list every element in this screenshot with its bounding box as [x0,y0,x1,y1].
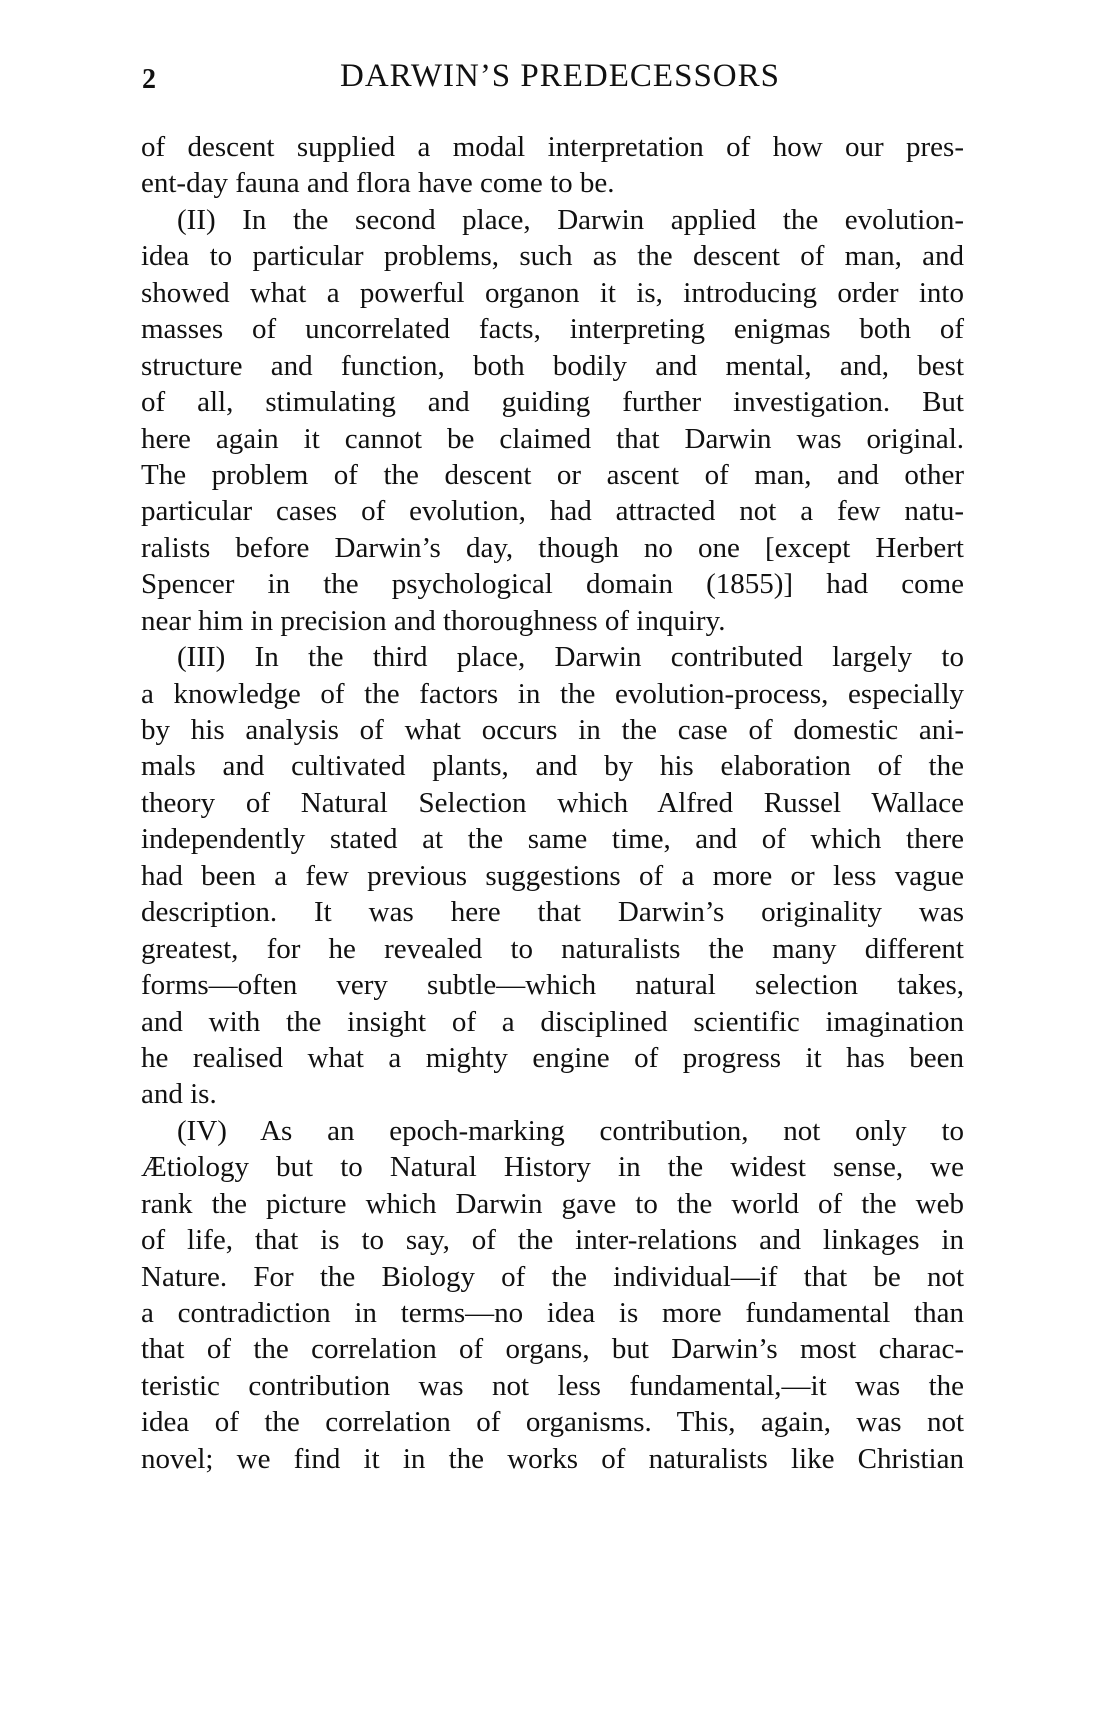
text-line: by his analysis of what occurs in the case of domestic ani- [141,714,964,746]
text-line: he realised what a mighty engine of progress it has been [141,1041,964,1074]
text-line: ralists before Darwin’s day, though no one [except Herbert [141,531,964,564]
text-line: of descent supplied a modal interpretation of how our pres- [141,131,964,163]
text-line: Ætiology but to Natural History in the widest sense, we [141,1151,964,1184]
running-title: DARWIN’S PREDECESSORS [340,58,780,94]
text-line: particular cases of evolution, had attracted not a few natu- [141,495,964,528]
text-line: here again it cannot be claimed that Darwin was original. [141,422,964,455]
paragraph-first-line: (IV) As an epoch-marking contribution, not only to [177,1114,964,1147]
paragraph-first-line: (II) In the second place, Darwin applied the evolution- [177,203,964,236]
text-line: rank the picture which Darwin gave to the world of the web [141,1187,964,1220]
text-line: masses of uncorrelated facts, interpreting enigmas both of [141,313,964,346]
text-line: teristic contribution was not less fundamental,—it was the [141,1369,964,1402]
running-head [142,58,968,104]
text-line: a knowledge of the factors in the evolution-process, especially [141,677,964,710]
text-line: The problem of the descent or ascent of man, and other [141,458,964,491]
paragraph-first-line: (III) In the third place, Darwin contributed largely to [177,641,964,674]
text-line: idea of the correlation of organisms. This, again, was not [141,1406,964,1439]
body-text [141,129,964,1477]
text-line: and is. [141,1078,217,1111]
text-line: showed what a powerful organon it is, introducing order into [141,276,964,309]
text-line: of life, that is to say, of the inter-relations and linkages in [141,1224,964,1257]
text-line: greatest, for he revealed to naturalists the many different [141,932,964,965]
text-line: of all, stimulating and guiding further investigation. But [141,386,964,419]
text-line: near him in precision and thoroughness of inquiry. [141,604,726,637]
text-line: ent-day fauna and flora have come to be. [141,167,615,200]
text-line: mals and cultivated plants, and by his elaboration of the [141,750,964,783]
text-line: and with the insight of a disciplined scientific imagination [141,1005,964,1038]
text-line: had been a few previous suggestions of a more or less vague [141,859,964,892]
text-line: idea to particular problems, such as the descent of man, and [141,240,964,273]
text-line: theory of Natural Selection which Alfred Russel Wallace [141,786,964,819]
text-line: structure and function, both bodily and mental, and, best [141,349,964,382]
text-line: independently stated at the same time, and of which there [141,823,964,856]
page-number: 2 [142,64,156,95]
text-line: a contradiction in terms—no idea is more fundamental than [141,1297,964,1329]
text-line: Spencer in the psychological domain (1855)] had come [141,568,964,601]
text-line: description. It was here that Darwin’s originality was [141,896,964,929]
text-line: that of the correlation of organs, but Darwin’s most charac- [141,1333,964,1366]
text-line: novel; we find it in the works of naturalists like Christian [141,1442,964,1475]
text-line: Nature. For the Biology of the individual—if that be not [141,1260,964,1293]
text-line: forms—often very subtle—which natural selection takes, [141,969,964,1002]
